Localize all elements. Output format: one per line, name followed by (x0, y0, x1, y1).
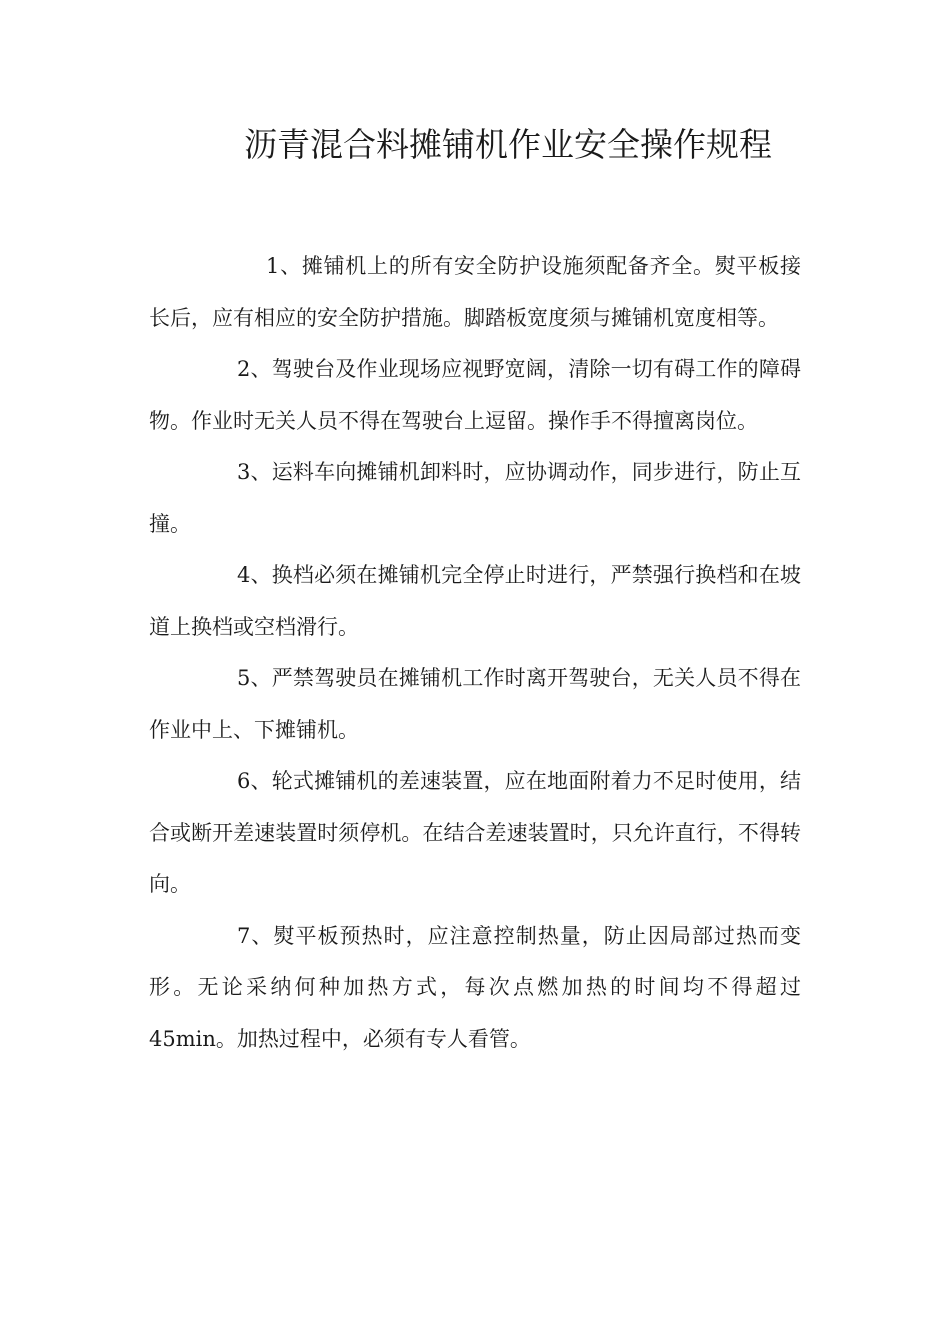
paragraph-6: 6、轮式摊铺机的差速装置，应在地面附着力不足时使用，结合或断开差速装置时须停机。在结合差速装置时，只允许直行，不得转向。 (149, 769, 801, 896)
paragraph-4: 4、换档必须在摊铺机完全停止时进行，严禁强行换档和在坡道上换档或空档滑行。 (149, 563, 801, 639)
paragraph-2: 2、驾驶台及作业现场应视野宽阔，清除一切有碍工作的障碍物。作业时无关人员不得在驾驶台上逗留。操作手不得擅离岗位。 (149, 357, 801, 433)
paragraph-5: 5、严禁驾驶员在摊铺机工作时离开驾驶台，无关人员不得在作业中上、下摊铺机。 (149, 666, 801, 742)
document-title: 沥青混合料摊铺机作业安全操作规程 (244, 125, 772, 164)
paragraph-1: 1、摊铺机上的所有安全防护设施须配备齐全。熨平板接长后，应有相应的安全防护措施。脚踏板宽度须与摊铺机宽度相等。 (149, 254, 801, 330)
paragraph-3: 3、运料车向摊铺机卸料时，应协调动作，同步进行，防止互撞。 (149, 460, 801, 536)
paragraph-7: 7、熨平板预热时，应注意控制热量，防止因局部过热而变形。无论采纳何种加热方式，每次点燃加热的时间均不得超过45min。加热过程中，必须有专人看管。 (149, 923, 801, 1051)
document-body (149, 241, 801, 1065)
